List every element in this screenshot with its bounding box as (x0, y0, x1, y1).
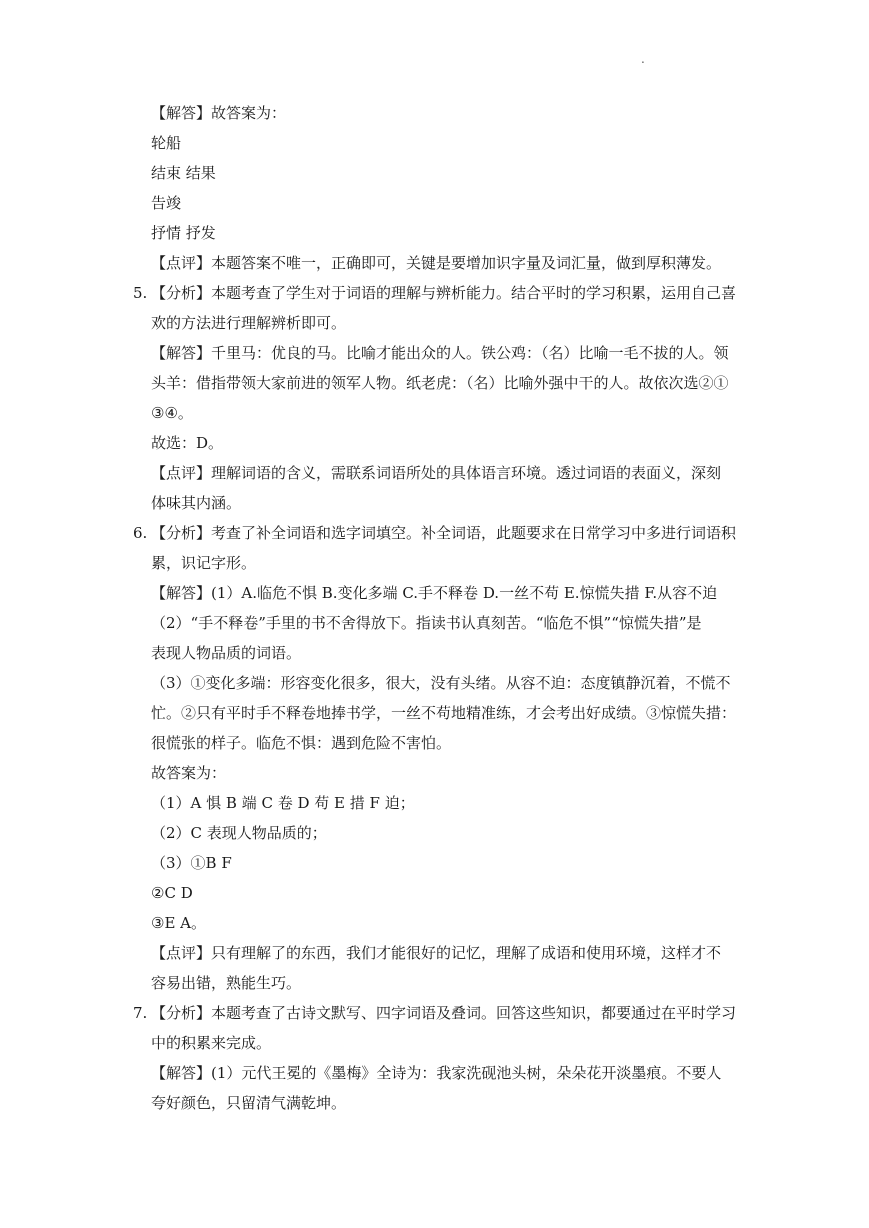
s7-answer-line: 【解答】(1）元代王冕的《墨梅》全诗为：我家洗砚池头树，朵朵花开淡墨痕。不要人 (151, 1064, 722, 1082)
s4-item: 抒情 抒发 (151, 224, 216, 242)
s4-answer-line: 【解答】故答案为： (151, 104, 287, 122)
s5-analysis-line: 欢的方法进行理解辨析即可。 (151, 314, 347, 332)
s6-answer-line: 忙。②只有平时手不释卷地捧书学，一丝不苟地精准练，才会考出好成绩。③惊慌失措： (151, 704, 737, 722)
s6-answer-line: ③E A。 (151, 914, 206, 932)
s6-answer-line: （2）“手不释卷”手里的书不舍得放下。指读书认真刻苦。“临危不惧”“惊慌失措”是 (151, 614, 702, 632)
s4-item: 轮船 (151, 134, 182, 152)
s4-review-line: 【点评】本题答案不唯一，正确即可，关键是要增加识字量及词汇量，做到厚积薄发。 (151, 254, 722, 272)
answer-label: 【解答】 (151, 104, 212, 122)
analysis-label: 【分析】 (151, 524, 212, 542)
s6-review-line: 容易出错，熟能生巧。 (151, 974, 302, 992)
s7-analysis-line: 7. 【分析】本题考查了古诗文默写、四字词语及叠词。回答这些知识，都要通过在平时学习 (133, 998, 753, 1028)
s7-answer-line: 夸好颜色，只留清气满乾坤。 (151, 1094, 347, 1112)
s6-answer-line: （3）①B F (151, 854, 232, 872)
s6-answer-line: （3）①变化多端：形容变化很多，很大，没有头绪。从容不迫：态度镇静沉着，不慌不 (151, 674, 731, 692)
s6-answer-line: （1）A 惧 B 端 C 卷 D 苟 E 措 F 迫； (151, 794, 415, 812)
header-mark: . (641, 52, 645, 66)
answer-label: 【解答】 (151, 584, 212, 602)
review-label: 【点评】 (151, 464, 212, 482)
s6-answer-line: 表现人物品质的词语。 (151, 644, 302, 662)
review-label: 【点评】 (151, 254, 212, 272)
question-number: 6. (133, 524, 148, 542)
s6-answer-line: 很慌张的样子。临危不惧：遇到危险不害怕。 (151, 734, 452, 752)
s7-analysis-line: 中的积累来完成。 (151, 1034, 272, 1052)
review-label: 【点评】 (151, 944, 212, 962)
answer-label: 【解答】 (151, 344, 212, 362)
s6-answer-line: ②C D (151, 884, 193, 902)
s6-analysis-line: 6. 【分析】考查了补全词语和选字词填空。补全词语，此题要求在日常学习中多进行词语积 (133, 518, 753, 548)
s5-answer-line: 故选：D。 (151, 434, 224, 452)
s6-analysis-line: 累，识记字形。 (151, 554, 257, 572)
s6-answer-line: （2）C 表现人物品质的； (151, 824, 327, 842)
s6-answer-line: 故答案为： (151, 764, 227, 782)
s5-review-line: 体味其内涵。 (151, 494, 242, 512)
s4-item: 结束 结果 (151, 164, 216, 182)
question-number: 5. (133, 284, 148, 302)
s5-review-line: 【点评】理解词语的含义，需联系词语所处的具体语言环境。透过词语的表面义，深刻 (151, 464, 722, 482)
s5-answer-line: 头羊：借指带领大家前进的领军人物。纸老虎：（名）比喻外强中干的人。故依次选②① (151, 374, 729, 392)
answer-label: 【解答】 (151, 1064, 212, 1082)
s5-answer-line: ③④。 (151, 404, 193, 422)
document-body (133, 98, 753, 1118)
s6-review-line: 【点评】只有理解了的东西，我们才能很好的记忆，理解了成语和使用环境，这样才不 (151, 944, 722, 962)
question-number: 7. (133, 1004, 148, 1022)
s5-answer-line: 【解答】千里马：优良的马。比喻才能出众的人。铁公鸡：（名）比喻一毛不拔的人。领 (151, 344, 729, 362)
s5-analysis-line: 5. 【分析】本题考查了学生对于词语的理解与辨析能力。结合平时的学习积累，运用自己喜 (133, 278, 753, 308)
analysis-label: 【分析】 (151, 1004, 212, 1022)
s6-answer-line: 【解答】(1）A.临危不惧 B.变化多端 C.手不释卷 D.一丝不苟 E.惊慌失措 F.从容不迫 (151, 584, 718, 602)
s4-item: 告竣 (151, 194, 182, 212)
analysis-label: 【分析】 (151, 284, 212, 302)
